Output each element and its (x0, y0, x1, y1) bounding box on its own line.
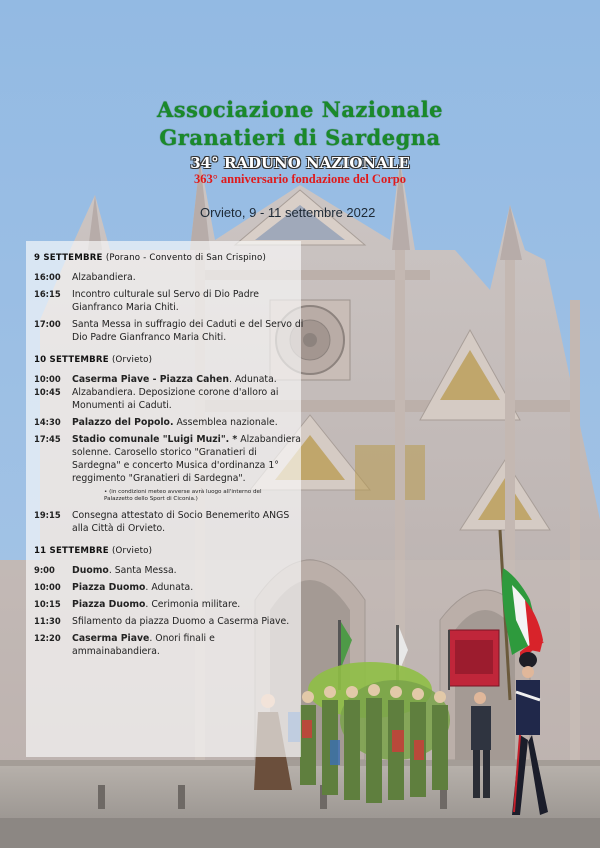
schedule-row (34, 632, 304, 658)
event-time: 10:00 (34, 374, 61, 384)
event-time: 16:00 (34, 272, 61, 282)
event-text: . Santa Messa. (108, 565, 177, 576)
schedule-row (34, 615, 304, 628)
schedule-row (34, 509, 304, 535)
event-time: 10:45 (34, 387, 61, 397)
event-time: 14:30 (34, 417, 61, 427)
day-location: (Orvieto) (112, 546, 153, 556)
schedule-row (34, 288, 304, 314)
schedule-row (34, 271, 304, 284)
raduno-title: 34° RADUNO NAZIONALE (190, 154, 410, 172)
event-time: 12:20 (34, 633, 61, 643)
schedule-row (34, 318, 304, 344)
schedule-row (34, 564, 304, 577)
event-dates: Orvieto, 9 - 11 settembre 2022 (200, 205, 376, 220)
anniversary-subtitle: 363° anniversario fondazione del Corpo (194, 172, 406, 186)
day-date: 9 SETTEMBRE (34, 253, 103, 263)
event-text: . Onori finali e ammainabandiera. (72, 633, 215, 657)
event-title: Piazza Duomo (72, 582, 146, 593)
event-title: Palazzo del Popolo. (72, 417, 174, 428)
event-text: Sfilamento da piazza Duomo a Caserma Piave. (72, 616, 290, 627)
event-title: Piazza Duomo (72, 599, 146, 610)
day-location: (Porano - Convento di San Crispino) (105, 253, 267, 263)
event-text: . Adunata. (145, 582, 194, 593)
day-heading (34, 354, 304, 367)
day-location: (Orvieto) (112, 355, 153, 365)
day-date: 10 SETTEMBRE (34, 355, 109, 365)
event-time: 19:15 (34, 510, 61, 520)
event-text: Santa Messa in suffragio dei Caduti e del Servo di Dio Padre Gianfranco Maria Chiti. (72, 319, 304, 343)
schedule-row (34, 416, 304, 429)
schedule-row (34, 598, 304, 611)
poster-header (0, 96, 600, 187)
event-text: . Cerimonia militare. (145, 599, 241, 610)
day-heading (34, 252, 304, 265)
program-schedule (34, 252, 304, 662)
event-time: 10:00 (34, 582, 61, 592)
day-date: 11 SETTEMBRE (34, 546, 109, 556)
event-text: Consegna attestato di Socio Benemerito ANGS alla Città di Orvieto. (72, 510, 290, 534)
event-time: 17:00 (34, 319, 61, 329)
event-text: Assemblea nazionale. (173, 417, 278, 428)
event-text: . Adunata. Alzabandiera. Deposizione corone d'alloro ai Monumenti ai Caduti. (72, 374, 279, 411)
event-time: 16:15 (34, 289, 61, 299)
event-title: Duomo (72, 565, 109, 576)
event-text: Alzabandiera solenne. Carosello storico "Granatieri di Sardegna" e concerto Musica d'ordinanza 1° reggimento "Granatieri di Sardegna". (72, 434, 301, 484)
schedule-row (34, 581, 304, 594)
organization-name-line2: Granatieri di Sardegna (159, 125, 441, 150)
organization-name-line1: Associazione Nazionale (156, 97, 444, 122)
event-text: Incontro culturale sul Servo di Dio Padre Gianfranco Maria Chiti. (72, 289, 259, 313)
event-title: Caserma Piave - Piazza Cahen (72, 374, 229, 385)
event-title: Caserma Piave (72, 633, 150, 644)
event-time: 11:30 (34, 616, 61, 626)
event-time: 9:00 (34, 565, 55, 575)
schedule-row (34, 433, 304, 485)
event-text: Alzabandiera. (72, 272, 136, 283)
weather-note: • (in condizioni meteo avverse avrà luogo all'interno del Palazzetto dello Sport di Ciconia.) (104, 489, 262, 502)
event-time: 17:45 (34, 434, 61, 444)
event-title: Stadio comunale "Luigi Muzi". * (72, 434, 238, 445)
schedule-row (34, 373, 304, 412)
day-heading (34, 545, 304, 558)
event-time: 10:15 (34, 599, 61, 609)
